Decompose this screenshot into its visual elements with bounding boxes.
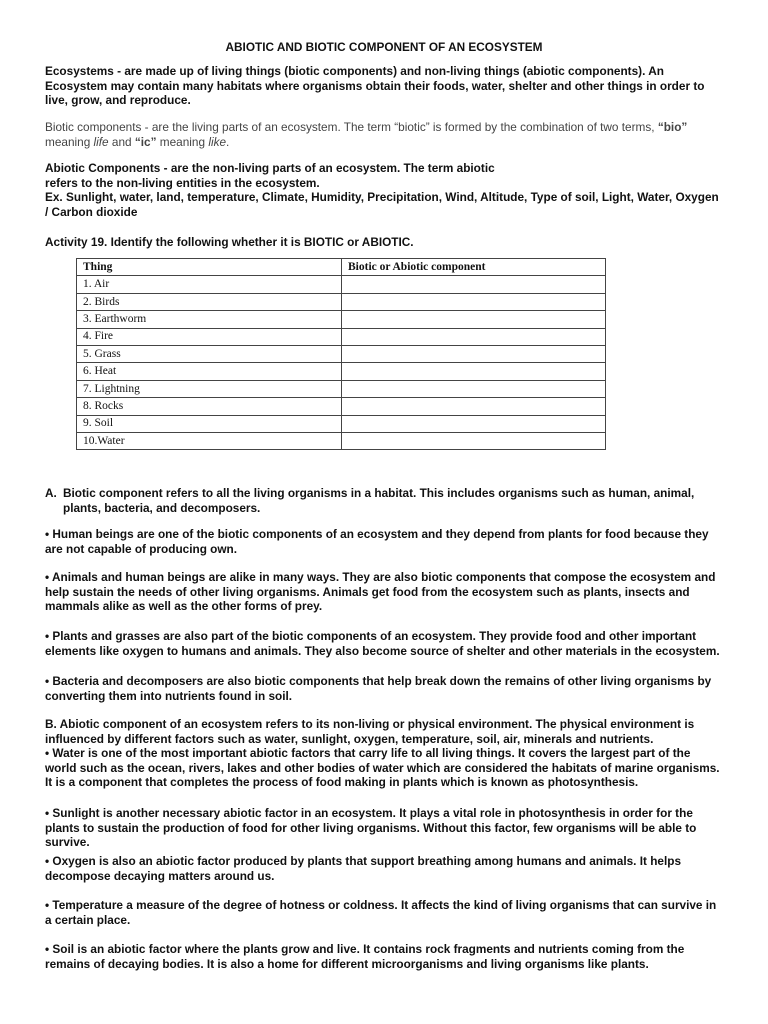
thing-cell: 9. Soil [77, 415, 342, 432]
thing-cell: 10.Water [77, 432, 342, 449]
table-row [77, 363, 606, 380]
section-b [45, 717, 725, 790]
header-thing: Thing [77, 259, 342, 276]
section-a-marker: A. [45, 486, 57, 500]
biotic-mid2: and [108, 134, 135, 149]
abiotic-examples: Ex. Sunlight, water, land, temperature, Climate, Humidity, Precipitation, Wind, Altitude, Type of soil, Light, Water, Oxygen / Carbon dioxide [45, 190, 719, 219]
table-row [77, 311, 606, 328]
answer-cell[interactable] [342, 398, 606, 415]
thing-cell: 5. Grass [77, 345, 342, 362]
answer-cell[interactable] [342, 380, 606, 397]
table-row [77, 415, 606, 432]
answer-cell[interactable] [342, 432, 606, 449]
answer-cell[interactable] [342, 311, 606, 328]
thing-cell: 4. Fire [77, 328, 342, 345]
bullet-plants: • Plants and grasses are also part of the biotic components of an ecosystem. They provide food and other important elements like oxygen to humans and animals. They also become source of shelter and other materials in the ecosystem. [45, 629, 720, 658]
table-header-row [77, 259, 606, 276]
table-row [77, 276, 606, 293]
answer-cell[interactable] [342, 345, 606, 362]
section-b-text: B. Abiotic component of an ecosystem refers to its non-living or physical environment. The physical environment is influenced by different factors such as water, sunlight, oxygen, temperature, soil, air, minerals and nutrients. [45, 717, 695, 746]
bio-term: “bio” [657, 120, 688, 134]
ecosystems-text: - are made up of living things (biotic components) and non-living things (abiotic components). An Ecosystem may contain many habitats where organisms obtain their foods, water, shelter and other things in order to live, grow, and reproduce. [45, 64, 705, 108]
section-a-text: Biotic component refers to all the living organisms in a habitat. This includes organisms such as human, animal, plants, bacteria, and decomposers. [63, 486, 695, 515]
answer-cell[interactable] [342, 276, 606, 293]
abiotic-definition [45, 161, 725, 219]
answer-cell[interactable] [342, 363, 606, 380]
thing-cell: 1. Air [77, 276, 342, 293]
ecosystems-term: Ecosystems [45, 64, 114, 78]
table-row [77, 328, 606, 345]
activity-table [76, 258, 606, 450]
activity-instruction [45, 235, 725, 250]
biotic-lead: Biotic components - are the living parts of an ecosystem. The term “biotic” is formed by the combination of two terms, [45, 120, 658, 134]
like-word: like [208, 134, 227, 149]
answer-cell[interactable] [342, 293, 606, 310]
bullet-temperature: • Temperature a measure of the degree of hotness or coldness. It affects the kind of living organisms that can survive in a certain place. [45, 898, 717, 927]
table-row [77, 345, 606, 362]
abiotic-line1 [45, 161, 725, 176]
table-row [77, 398, 606, 415]
bullet-sunlight: • Sunlight is another necessary abiotic factor in an ecosystem. It plays a vital role in photosynthesis in order for the plants to sustain the production of food for other living organisms. Without this factor, few organisms will be able to survive. [45, 806, 697, 850]
thing-cell: 3. Earthworm [77, 311, 342, 328]
section-a [45, 486, 725, 515]
bullet-soil: • Soil is an abiotic factor where the plants grow and live. It contains rock fragments and nutrients coming from the remains of decaying bodies. It is also a home for different microorganisms and living organisms like plants. [45, 942, 685, 971]
header-component: Biotic or Abiotic component [342, 259, 606, 276]
abiotic-term: Abiotic Components [45, 161, 161, 175]
table-row [77, 380, 606, 397]
thing-cell: 2. Birds [77, 293, 342, 310]
life-word: life [93, 134, 109, 149]
activity-label: Activity 19. [45, 235, 108, 249]
bullet-water: • Water is one of the most important abiotic factors that carry life to all living things. It covers the largest part of the world such as the ocean, rivers, lakes and other bodies of water which are considered the habitats of marine organisms. It is a component that completes the process of food making in plants which is known as photosynthesis. [45, 746, 720, 790]
biotic-mid3: meaning [156, 134, 209, 149]
biotic-definition [45, 120, 725, 149]
bullet-human: • Human beings are one of the biotic components of an ecosystem and they depend from plants for food because they are not capable of producing own. [45, 527, 709, 556]
ic-term: “ic” [134, 134, 157, 149]
biotic-end: . [226, 134, 230, 149]
table-row [77, 293, 606, 310]
answer-cell[interactable] [342, 328, 606, 345]
thing-cell: 7. Lightning [77, 380, 342, 397]
thing-cell: 8. Rocks [77, 398, 342, 415]
bullet-oxygen: • Oxygen is also an abiotic factor produced by plants that support breathing among humans and animals. It helps decompose decaying matters around us. [45, 854, 682, 883]
table-row [77, 432, 606, 449]
answer-cell[interactable] [342, 415, 606, 432]
thing-cell: 6. Heat [77, 363, 342, 380]
bullet-bacteria: • Bacteria and decomposers are also biotic components that help break down the remains of other living organisms by converting them into nutrients found in soil. [45, 674, 712, 703]
abiotic-line2: refers to the non-living entities in the ecosystem. [45, 175, 320, 190]
page-title: ABIOTIC AND BIOTIC COMPONENT OF AN ECOSYSTEM [225, 40, 543, 54]
bullet-animals: • Animals and human beings are alike in many ways. They are also biotic components that compose the ecosystem and help sustain the needs of other living organisms. Animals get food from the ecosystem such as plants, insects and mammals alike as well as the other forms of prey. [45, 570, 716, 614]
abiotic-line1-rest: - are the non-living parts of an ecosystem. The term abiotic [160, 161, 495, 175]
activity-text: Identify the following whether it is BIOTIC or ABIOTIC. [107, 235, 414, 249]
ecosystems-paragraph [45, 64, 725, 108]
biotic-mid1: meaning [45, 134, 94, 149]
